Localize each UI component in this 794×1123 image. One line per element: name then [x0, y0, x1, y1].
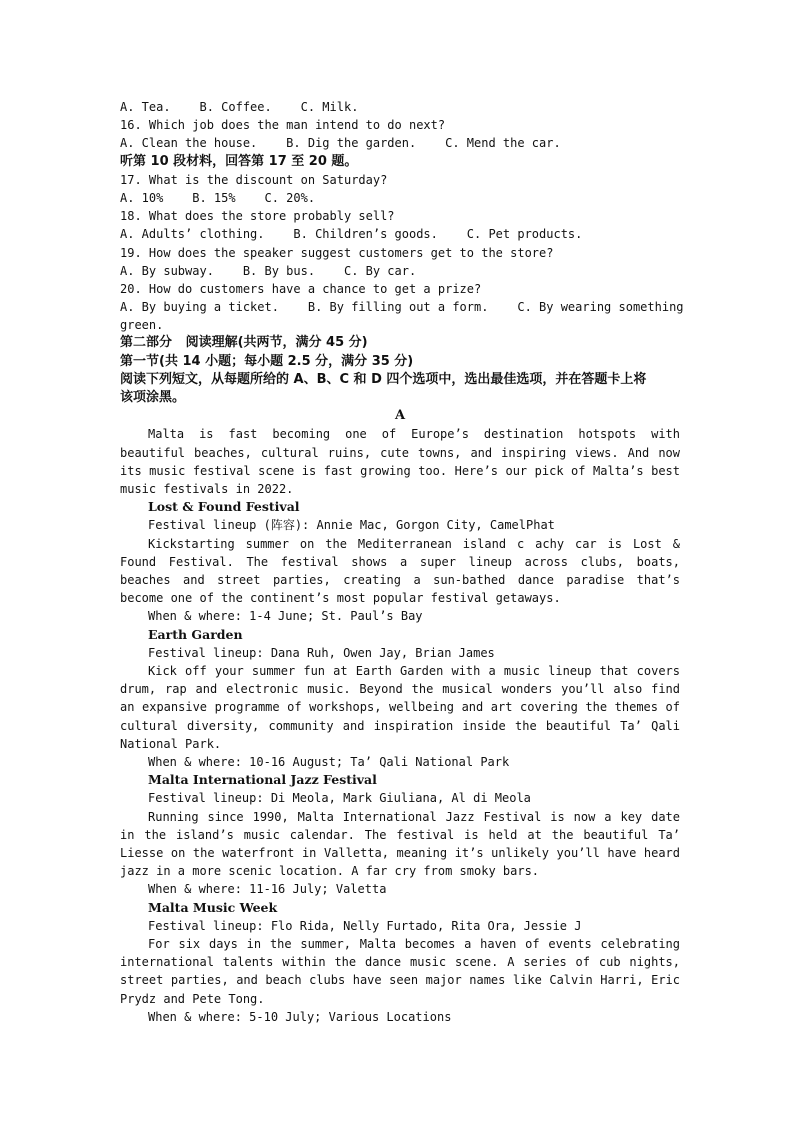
q15-options: A. Tea. B. Coffee. C. Milk. — [120, 100, 359, 114]
festival-lineup: Festival lineup: Flo Rida, Nelly Furtado, Rita Ora, Jessie J — [148, 918, 582, 933]
festival-description: Kickstarting summer on the Mediterranean island c achy car is Lost & Found Festival. The festival shows a super lineup across clubs, boats, beaches and street parties, creating a sun-bathed dance paradise that’s become one of the continent’s most popular festival getaways. — [120, 536, 680, 606]
festival-lineup: Festival lineup (阵容): Annie Mac, Gorgon City, CamelPhat — [148, 518, 555, 533]
festival-name: Lost & Found Festival — [148, 499, 300, 515]
festival-description: Kick off your summer fun at Earth Garden with a music lineup that covers drum, rap and electronic music. Beyond the musical wonders you’ll also find an expansive programme of workshops, wellbeing and art covering the themes of cultural diversity, community and inspiration inside the beautiful Ta’ Qali National Park. — [120, 663, 680, 751]
section10-heading: 听第 10 段材料，回答第 17 至 20 题。 — [120, 153, 358, 169]
festival-name: Malta Music Week — [148, 899, 278, 915]
part2-heading: 第二部分 阅读理解(共两节，满分 45 分) — [120, 335, 368, 351]
festival-name: Earth Garden — [148, 626, 243, 642]
festival-name: Malta International Jazz Festival — [148, 772, 377, 788]
festival-music-week — [120, 899, 680, 1026]
q20-question: 20. How do customers have a chance to get a prize? — [120, 281, 482, 296]
passage-label: A — [394, 408, 406, 424]
festival-lineup: Festival lineup: Di Meola, Mark Giuliana, Al di Meola — [148, 791, 531, 806]
festival-lost-found — [120, 498, 680, 625]
q20-options-line2: green. — [120, 318, 164, 333]
festival-description: Running since 1990, Malta International Jazz Festival is now a key date in the island’s music calendar. The festival is held at the beautiful Ta’ Liesse on the waterfront in Valletta, meaning it’s unlikely you’ll have heard jazz in a more scenic location. A far cry from smoky bars. — [120, 809, 680, 879]
exam-page — [120, 98, 684, 1026]
festival-lineup: Festival lineup: Dana Ruh, Owen Jay, Brian James — [148, 645, 495, 660]
q18-options: A. Adults’ clothing. B. Children’s goods. C. Pet products. — [120, 227, 583, 242]
festival-when-where: When & where: 11-16 July; Valetta — [148, 882, 387, 897]
q18-question: 18. What does the store probably sell? — [120, 209, 395, 224]
q19-question: 19. How does the speaker suggest customers get to the store? — [120, 245, 554, 260]
instructions-line1: 阅读下列短文，从每题所给的 A、B、C 和 D 四个选项中，选出最佳选项，并在答题卡上将 — [120, 371, 647, 387]
q17-question: 17. What is the discount on Saturday? — [120, 172, 388, 187]
passage-intro: Malta is fast becoming one of Europe’s destination hotspots with beautiful beaches, cultural ruins, cute towns, and inspiring views. And now its music festival scene is fast growing too. Here’s our pick of Malta’s best music festivals in 2022. — [120, 427, 680, 496]
q16-options: A. Clean the house. B. Dig the garden. C. Mend the car. — [120, 136, 561, 151]
q20-options-line1: A. By buying a ticket. B. By filling out a form. C. By wearing something — [120, 300, 684, 315]
festival-when-where: When & where: 10-16 August; Ta’ Qali National Park — [148, 754, 510, 769]
q17-options: A. 10% B. 15% C. 20%. — [120, 190, 316, 205]
instructions-line2: 该项涂黑。 — [120, 390, 186, 405]
festival-when-where: When & where: 1-4 June; St. Paul’s Bay — [148, 609, 423, 624]
festival-when-where: When & where: 5-10 July; Various Locations — [148, 1009, 452, 1024]
q16-question: 16. Which job does the man intend to do next? — [120, 118, 446, 133]
festival-jazz — [120, 771, 680, 898]
section1-heading: 第一节(共 14 小题；每小题 2.5 分，满分 35 分) — [120, 353, 414, 369]
festival-description: For six days in the summer, Malta becomes a haven of events celebrating international talents within the dance music scene. A series of cub nights, street parties, and beach clubs have seen major names like Calvin Harri, Eric Prydz and Pete Tong. — [120, 936, 680, 1006]
festival-earth-garden — [120, 626, 680, 772]
q19-options: A. By subway. B. By bus. C. By car. — [120, 263, 417, 278]
